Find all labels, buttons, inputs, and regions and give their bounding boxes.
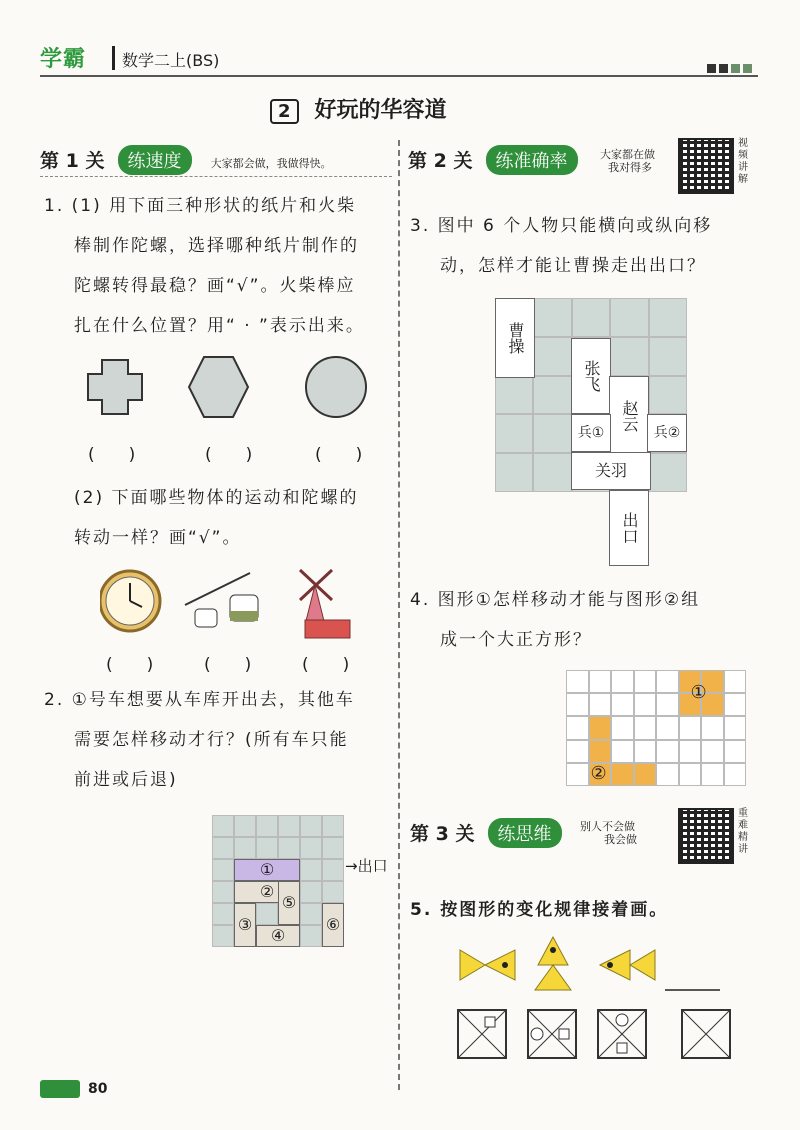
q4-cell	[724, 740, 747, 763]
level3-header	[410, 818, 562, 848]
qr-label: 视频讲解	[738, 138, 748, 185]
question-5: 5. 按图形的变化规律接着画。	[410, 900, 669, 920]
parking-cell	[322, 837, 344, 859]
board-cell	[610, 298, 648, 337]
subject-label: 数学二上(BS)	[122, 51, 220, 70]
q3-line1: 3. 图中 6 个人物只能横向或纵向移	[410, 216, 713, 236]
q4-cell	[634, 740, 657, 763]
question-3	[410, 206, 755, 286]
car-3[interactable]: ③	[234, 903, 256, 947]
parking-cell	[212, 925, 234, 947]
cable-car-icon	[185, 573, 258, 627]
windmill-icon	[300, 570, 350, 638]
q1-answer-a[interactable]: ( )	[88, 445, 136, 465]
q1-shapes	[80, 355, 380, 425]
q1-sub2-line1: (2) 下面哪些物体的运动和陀螺的	[74, 488, 359, 508]
q5-pattern	[455, 935, 755, 1070]
level2-note2: 我对得多	[608, 161, 652, 174]
level1-note: 大家都会做，我做得快。	[210, 157, 332, 170]
parking-cell	[278, 837, 300, 859]
header-rule	[40, 75, 758, 77]
cross-shape	[88, 360, 142, 414]
q1-line3: 陀螺转得最稳？画“√”。火柴棒应	[74, 276, 356, 296]
parking-cell	[278, 815, 300, 837]
q4-cell	[611, 763, 634, 786]
parking-cell	[212, 903, 234, 925]
board-cell	[533, 337, 571, 376]
pattern-box-2	[528, 1010, 576, 1058]
q1-object-answer-c[interactable]: ( )	[302, 655, 350, 675]
parking-cell	[256, 815, 278, 837]
q2-line3: 前进或后退)	[74, 770, 178, 790]
parking-exit: →出口	[345, 857, 388, 875]
parking-grid	[212, 815, 344, 947]
brand-logo: 学霸	[40, 47, 87, 72]
q4-cell	[724, 693, 747, 716]
q4-cell	[656, 693, 679, 716]
pattern-box-1	[458, 1010, 506, 1058]
level2-label: 第 2 关	[408, 150, 473, 172]
level3-label: 第 3 关	[410, 823, 475, 845]
qr-label-2: 重难精讲	[738, 808, 748, 855]
pencil-icon	[40, 1080, 80, 1098]
parking-cell	[256, 837, 278, 859]
page-title	[270, 93, 447, 124]
q1-objects	[100, 565, 360, 645]
q4-shape2-label: ②	[590, 762, 607, 784]
q4-cell	[566, 670, 589, 693]
q4-cell	[656, 740, 679, 763]
parking-cell	[212, 815, 234, 837]
level2-note1: 大家都在做	[600, 148, 655, 161]
question-4	[410, 580, 755, 660]
parking-cell	[300, 881, 322, 903]
q4-cell	[589, 716, 612, 739]
q4-grid	[566, 670, 746, 786]
qr-code-icon[interactable]	[678, 138, 734, 194]
q1-answer-b[interactable]: ( )	[205, 445, 253, 465]
q4-cell	[611, 693, 634, 716]
board-cell	[495, 414, 533, 453]
parking-cell	[322, 815, 344, 837]
board-cell	[495, 453, 533, 492]
q4-cell	[634, 763, 657, 786]
parking-cell	[322, 859, 344, 881]
pattern-box-4	[682, 1010, 730, 1058]
level1-rule	[40, 176, 392, 178]
q1-object-answer-b[interactable]: ( )	[204, 655, 252, 675]
hexagon-shape	[189, 357, 248, 417]
parking-cell	[300, 815, 322, 837]
board-cell	[649, 298, 687, 337]
q4-cell	[634, 693, 657, 716]
q4-cell	[589, 670, 612, 693]
q4-cell	[656, 763, 679, 786]
level1-pill: 练速度	[118, 145, 192, 175]
q4-cell	[566, 716, 589, 739]
board-cell	[533, 453, 571, 492]
board-cell	[533, 414, 571, 453]
q4-cell	[701, 740, 724, 763]
q4-cell	[589, 693, 612, 716]
q4-cell	[701, 716, 724, 739]
q4-line2: 成一个大正方形？	[440, 630, 592, 650]
piece-caocao[interactable]: 曹操	[495, 298, 535, 378]
q4-cell	[724, 716, 747, 739]
q2-line2: 需要怎样移动才行？(所有车只能	[74, 730, 349, 750]
piece-bing2[interactable]: 兵②	[647, 414, 687, 452]
level1-label: 第 1 关	[40, 150, 105, 172]
q2-line1: 2. ①号车想要从车库开出去，其他车	[44, 690, 355, 710]
circle-shape	[306, 357, 366, 417]
q4-cell	[656, 670, 679, 693]
level2-pill: 练准确率	[486, 145, 578, 175]
question-1	[44, 186, 394, 346]
parking-cell	[300, 903, 322, 925]
q4-cell	[679, 763, 702, 786]
q4-cell	[611, 740, 634, 763]
piece-guanyu[interactable]: 关羽	[571, 452, 651, 490]
q4-cell	[724, 763, 747, 786]
board-cell	[649, 453, 687, 492]
question-2	[44, 680, 394, 800]
q4-cell	[611, 716, 634, 739]
level1-header	[40, 145, 390, 175]
piece-zhangfei[interactable]: 张飞	[571, 338, 611, 414]
piece-zhaoyun[interactable]: 赵云	[609, 376, 649, 456]
board-cell	[495, 376, 533, 415]
parking-cell	[212, 881, 234, 903]
pattern-fish-1	[460, 950, 515, 980]
level3-note	[580, 820, 637, 846]
level3-note1: 别人不会做	[580, 820, 635, 833]
q4-cell	[634, 716, 657, 739]
q3-line2: 动，怎样才能让曹操走出出口？	[440, 256, 706, 276]
board-cell	[533, 376, 571, 415]
q4-cell	[679, 716, 702, 739]
parking-cell	[322, 881, 344, 903]
q4-cell	[634, 670, 657, 693]
q4-cell	[679, 740, 702, 763]
board-cell	[533, 298, 571, 337]
parking-cell	[256, 903, 278, 925]
car-4[interactable]: ④	[256, 925, 300, 947]
q4-cell	[566, 693, 589, 716]
q1-sub2-line2: 转动一样？画“√”。	[74, 528, 242, 548]
level3-note2: 我会做	[604, 833, 637, 846]
q4-shape1-label: ①	[690, 682, 707, 703]
pattern-box-3	[598, 1010, 646, 1058]
clock-icon	[100, 571, 160, 631]
q1-answer-c[interactable]: ( )	[315, 445, 363, 465]
q1-object-answer-a[interactable]: ( )	[106, 655, 154, 675]
pattern-fish-3	[600, 950, 655, 980]
parking-cell	[212, 837, 234, 859]
parking-cell	[212, 859, 234, 881]
board-cell	[649, 376, 687, 415]
q4-cell	[656, 716, 679, 739]
level3-pill: 练思维	[488, 818, 562, 848]
q4-cell	[724, 670, 747, 693]
huarong-board	[495, 298, 687, 492]
q4-cell	[701, 763, 724, 786]
car-2[interactable]: ②	[234, 881, 300, 903]
question-1-part2	[74, 478, 394, 558]
pattern-fish-2	[535, 937, 571, 990]
q4-cell	[589, 740, 612, 763]
lesson-title: 好玩的华容道	[314, 98, 447, 123]
parking-cell	[300, 859, 322, 881]
header-separator	[112, 46, 115, 70]
q1-line4: 扎在什么位置？用“ · ”表示出来。	[74, 316, 365, 336]
car-5[interactable]: ⑤	[278, 881, 300, 925]
parking-cell	[300, 925, 322, 947]
q1-line2: 棒制作陀螺，选择哪种纸片制作的	[74, 236, 359, 256]
level2-note	[600, 148, 655, 174]
column-divider	[398, 140, 400, 1090]
board-cell	[649, 337, 687, 376]
board-cell	[610, 337, 648, 376]
huarong-exit: 出口	[609, 490, 649, 566]
piece-bing1[interactable]: 兵①	[571, 414, 611, 452]
q4-cell	[611, 670, 634, 693]
parking-cell	[300, 837, 322, 859]
q4-cell	[566, 740, 589, 763]
qr-code-icon-2[interactable]	[678, 808, 734, 864]
car-1[interactable]: ①	[234, 859, 300, 881]
car-6[interactable]: ⑥	[322, 903, 344, 947]
q1-line1: 1. (1) 用下面三种形状的纸片和火柴	[44, 196, 357, 216]
parking-cell	[234, 815, 256, 837]
level2-header	[408, 145, 578, 175]
parking-cell	[234, 837, 256, 859]
q4-line1: 4. 图形①怎样移动才能与图形②组	[410, 590, 701, 610]
page-number: 80	[88, 1081, 108, 1097]
board-cell	[572, 298, 610, 337]
q4-cell	[566, 763, 589, 786]
lesson-number: 2	[270, 99, 299, 124]
